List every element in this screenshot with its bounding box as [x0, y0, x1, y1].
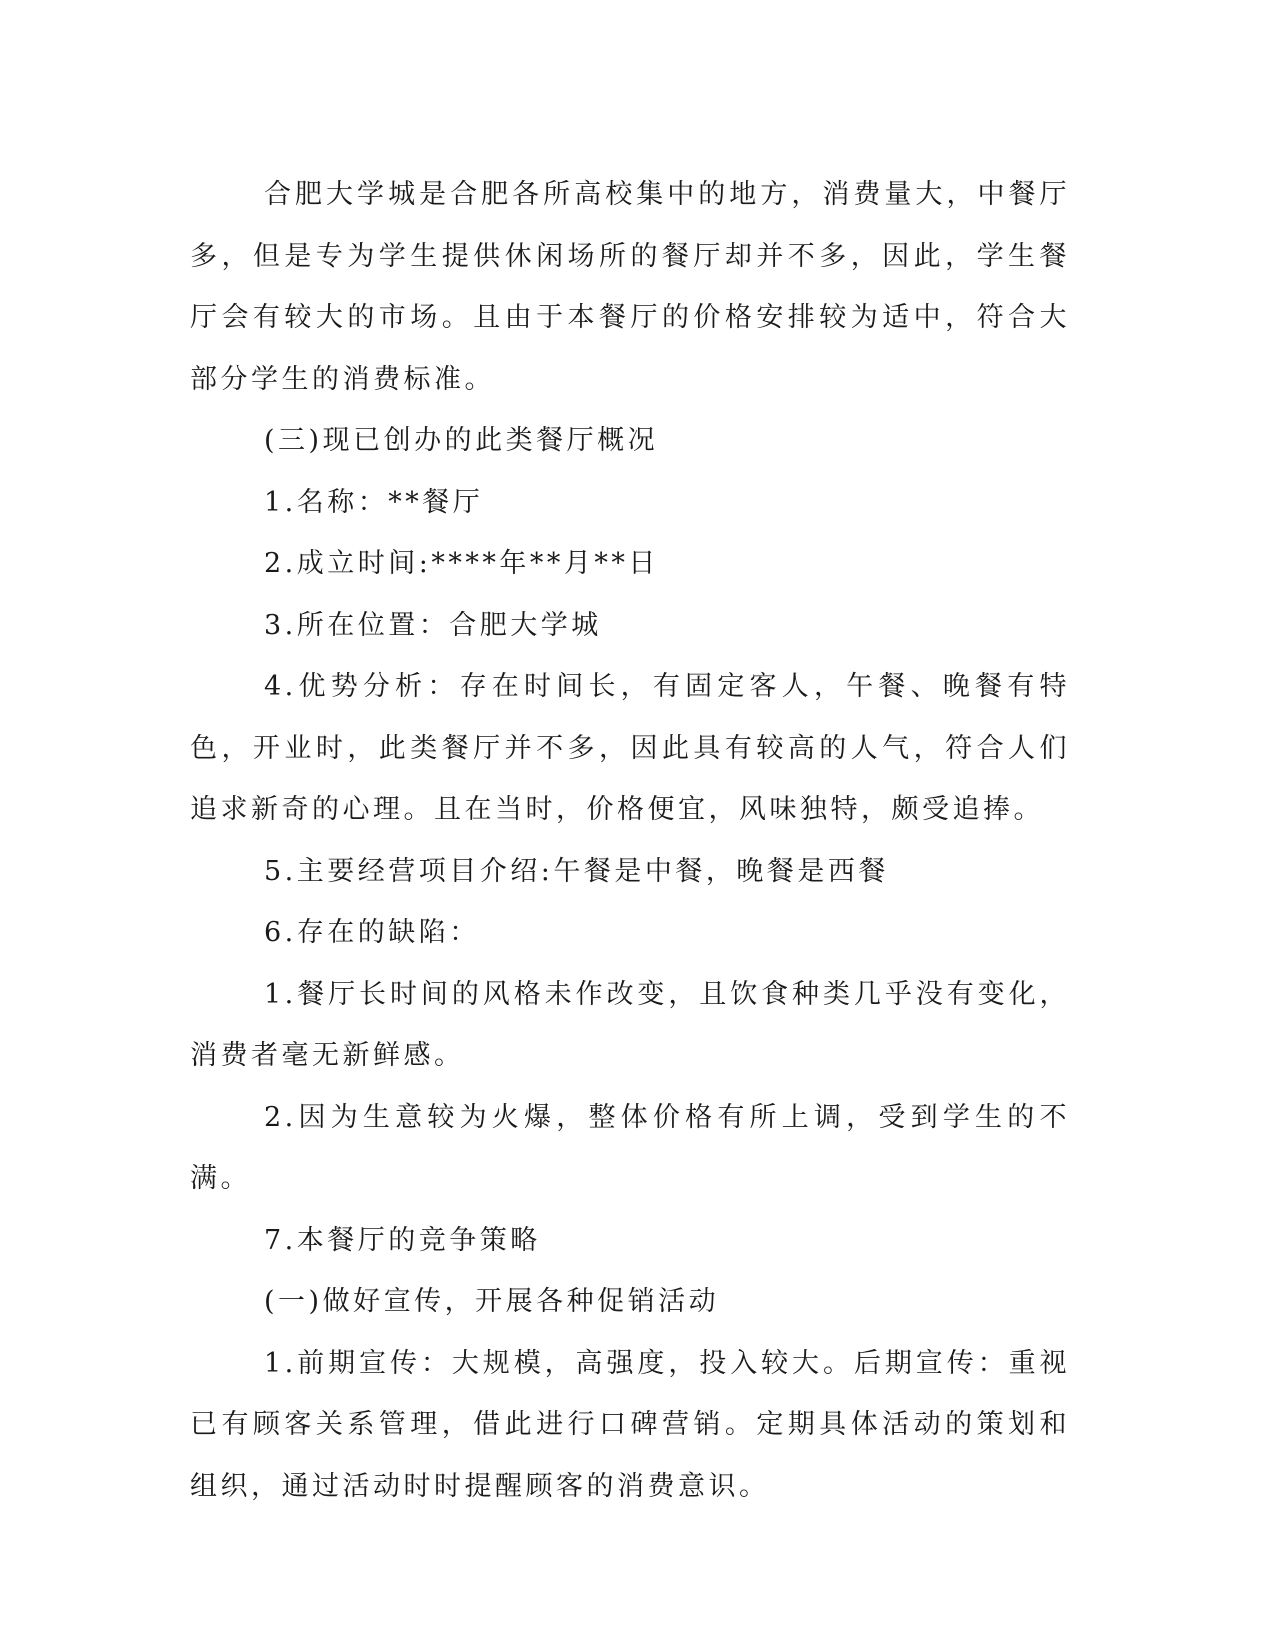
item-location: 3.所在位置：合肥大学城 — [264, 609, 602, 641]
item-advantage-analysis: 4.优势分析：存在时间长，有固定客人，午餐、晚餐有特色，开业时，此类餐厅并不多，因此具有较高的人气，符合人们追求新奇的心理。且在当时，价格便宜，风味独特，颇受追捧。 — [190, 671, 1070, 825]
heading-promotion: (一)做好宣传，开展各种促销活动 — [264, 1286, 720, 1317]
item-founding-date: 2.成立时间:****年**月**日 — [264, 548, 659, 579]
item-defects: 6.存在的缺陷： — [264, 917, 480, 948]
item-competition-strategy: 7.本餐厅的竞争策略 — [264, 1224, 541, 1256]
defect-price-increase: 2.因为生意较为火爆，整体价格有所上调，受到学生的不满。 — [190, 1101, 1070, 1194]
item-name: 1.名称：**餐厅 — [264, 486, 484, 518]
defect-style-unchanged: 1.餐厅长时间的风格未作改变，且饮食种类几乎没有变化，消费者毫无新鲜感。 — [190, 978, 1070, 1071]
document-body — [190, 164, 1070, 1517]
promotion-publicity: 1.前期宣传：大规模，高强度，投入较大。后期宣传：重视已有顾客关系管理，借此进行口碑营销。定期具体活动的策划和组织，通过活动时时提醒顾客的消费意识。 — [190, 1347, 1070, 1502]
heading-existing-restaurants: (三)现已创办的此类餐厅概况 — [264, 425, 659, 456]
paragraph-market-intro: 合肥大学城是合肥各所高校集中的地方，消费量大，中餐厅多，但是专为学生提供休闲场所的餐厅却并不多，因此，学生餐厅会有较大的市场。且由于本餐厅的价格安排较为适中，符合大部分学生的消费标准。 — [190, 179, 1070, 395]
item-main-business: 5.主要经营项目介绍:午餐是中餐，晚餐是西餐 — [264, 855, 889, 887]
